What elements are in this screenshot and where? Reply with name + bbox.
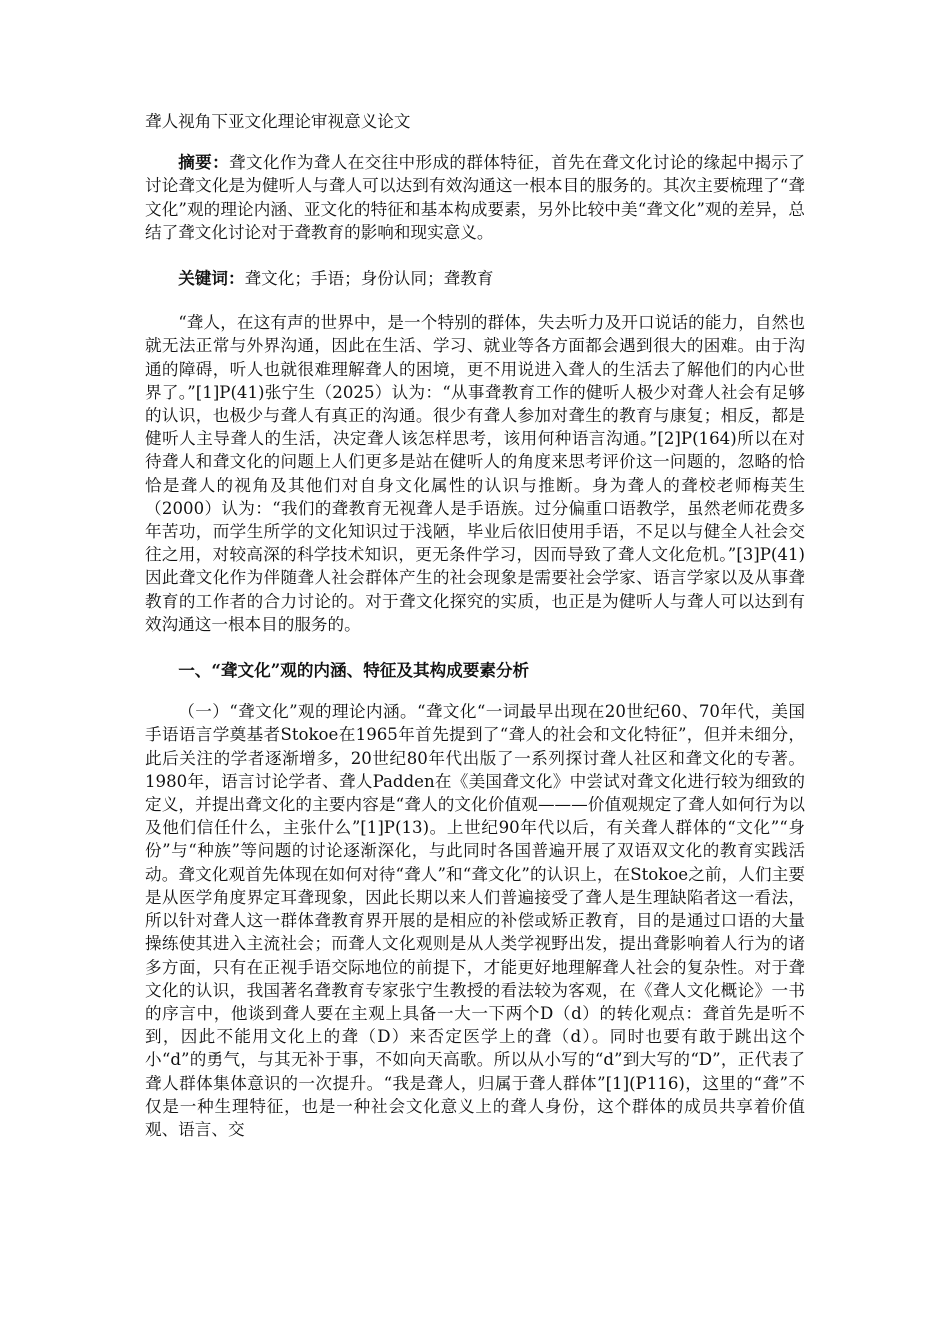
keywords-label: 关键词： — [178, 268, 245, 289]
intro-paragraph: “聋人，在这有声的世界中，是一个特别的群体，失去听力及开口说话的能力，自然也就无法正常与外界沟通，因此在生活、学习、就业等各方面都会遇到很大的困难。由于沟通的障碍，听人也就很难理解聋人的困境，更不用说进入聋人的生活去了解他们的内心世界了。”[1]P(41)张宁生（2025）认为：“从事聋教育工作的健听人极少对聋人社会有足够的认识，也极少与聋人有真正的沟通。很少有聋人参加对聋生的教育与康复；相反，都是健听人主导聋人的生活，决定聋人该怎样思考，该用何种语言沟通。”[2]P(164)所以在对待聋人和聋文化的问题上人们更多是站在健听人的角度来思考评价这一问题的，忽略的恰恰是聋人的视角及其他们对自身文化属性的认识与推断。身为聋人的聋校老师梅芙生（2000）认为：“我们的聋教育无视聋人是手语族。过分偏重口语教学，虽然老师花费多年苦功，而学生所学的文化知识过于浅陋，毕业后依旧使用手语，不足以与健全人社会交往之用，对较高深的科学技术知识，更无条件学习，因而导致了聋人文化危机。”[3]P(41)因此聋文化作为伴随聋人社会群体产生的社会现象是需要社会学家、语言学家以及从事聋教育的工作者的合力讨论的。对于聋文化探究的实质，也正是为健听人与聋人可以达到有效沟通这一根本目的服务的。 — [145, 313, 805, 634]
abstract-label: 摘要： — [178, 152, 230, 173]
document-page — [145, 110, 805, 1164]
section-paragraph: （一）“聋文化”观的理论内涵。“聋文化“一词最早出现在20世纪60、70年代，美国手语语言学奠基者Stokoe在1965年首先提到了“聋人的社会和文化特征”，但并未细分，此后关注的学者逐渐增多，20世纪80年代出版了一系列探讨聋人社区和聋文化的专著。1980年，语言讨论学者、聋人Padden在《美国聋文化》中尝试对聋文化进行较为细致的定义，并提出聋文化的主要内容是“聋人的文化价值观———价值观规定了聋人如何行为以及他们信任什么，主张什么”[1]P(13)。上世纪90年代以后，有关聋人群体的“文化”“身份”与“种族”等问题的讨论逐渐深化，与此同时各国普遍开展了双语双文化的教育实践活动。聋文化观首先体现在如何对待“聋人”和“聋文化”的认识上，在Stokoe之前，人们主要是从医学角度界定耳聋现象，因此长期以来人们普遍接受了聋人是生理缺陷者这一看法，所以针对聋人这一群体聋教育界开展的是相应的补偿或矫正教育，目的是通过口语的大量操练使其进入主流社会；而聋人文化观则是从人类学视野出发，提出聋影响着人行为的诸多方面，只有在正视手语交际地位的前提下，才能更好地理解聋人社会的复杂性。对于聋文化的认识，我国著名聋教育专家张宁生教授的看法较为客观，在《聋人文化概论》一书的序言中，他谈到聋人要在主观上具备一大一下两个D（d）的转化观点：聋首先是听不到，因此不能用文化上的聋（D）来否定医学上的聋（d）。同时也要有敢于跳出这个小“d”的勇气，与其无补于事，不如向天高歌。所以从小写的“d”到大写的“D”，正代表了聋人群体集体意识的一次提升。“我是聋人，归属于聋人群体”[1](P116)，这里的“聋”不仅是一种生理特征，也是一种社会文化意义上的聋人身份，这个群体的成员共享着价值观、语言、交 — [145, 702, 805, 1139]
document-title: 聋人视角下亚文化理论审视意义论文 — [145, 112, 411, 131]
keywords-text: 聋文化；手语；身份认同；聋教育 — [244, 269, 494, 289]
abstract-text: 聋文化作为聋人在交往中形成的群体特征，首先在聋文化讨论的缘起中揭示了讨论聋文化是为健听人与聋人可以达到有效沟通这一根本目的服务的。其次主要梳理了“聋文化”观的理论内涵、亚文化的特征和基本构成要素，另外比较中美“聋文化”观的差异，总结了聋文化讨论对于聋教育的影响和现实意义。 — [145, 153, 806, 242]
keywords-paragraph — [145, 267, 805, 290]
section-heading: 一、“聋文化”观的内涵、特征及其构成要素分析 — [178, 660, 530, 681]
abstract-paragraph — [145, 151, 805, 244]
